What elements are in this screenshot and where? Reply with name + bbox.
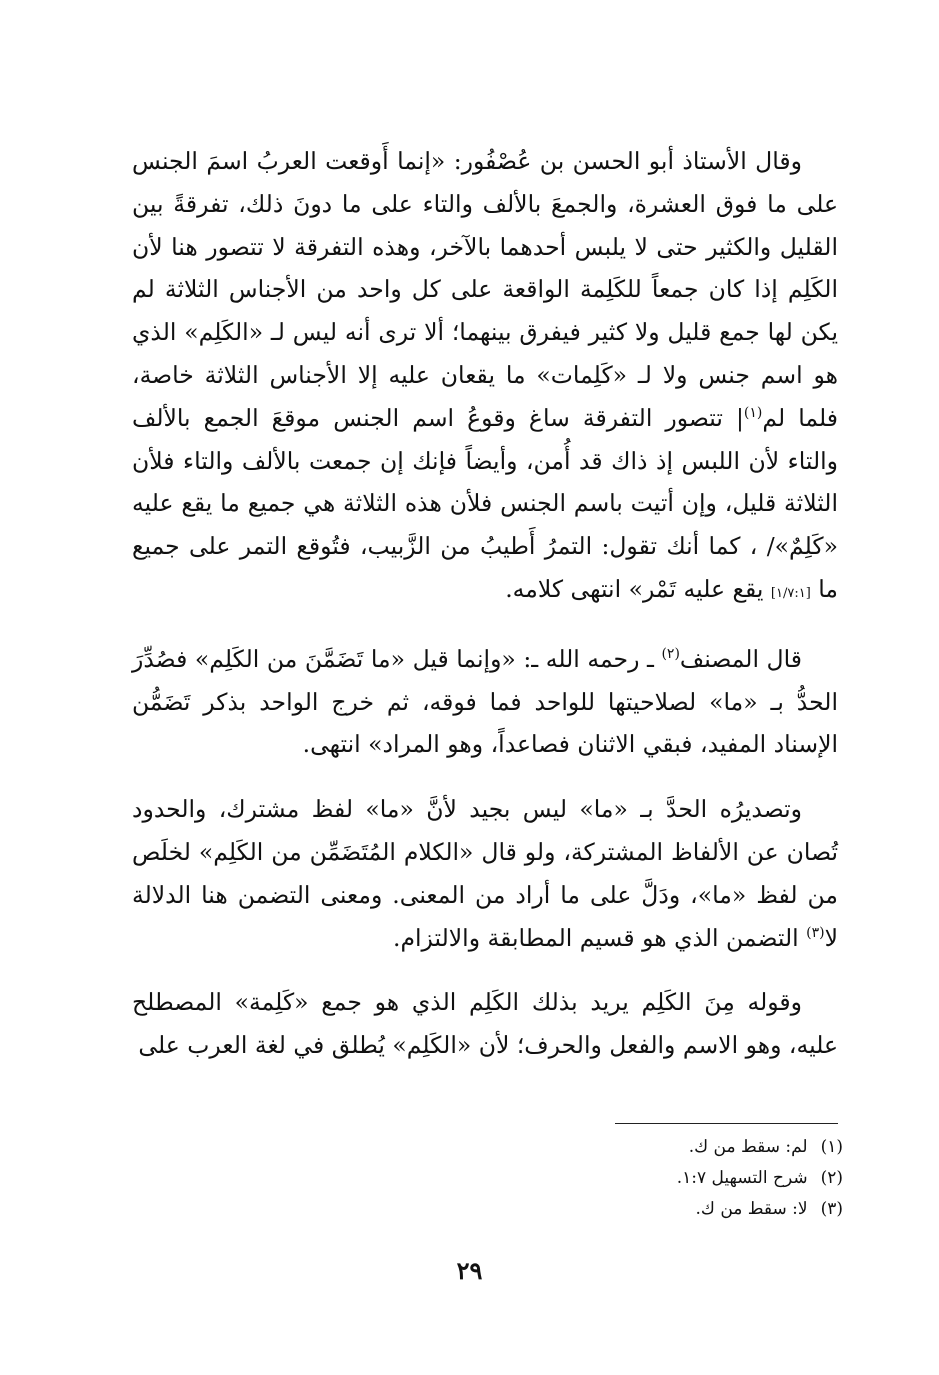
text-span: يقع عليه تَمْر» انتهى كلامه. xyxy=(505,574,771,603)
footnote-ref-1: (١) xyxy=(743,404,763,421)
paragraph-2 xyxy=(132,638,838,766)
folio-marker: [١/٧:١] xyxy=(770,585,811,601)
footnote-number: (١) xyxy=(820,1137,843,1157)
footnote-number: (٣) xyxy=(820,1199,843,1219)
footnote-1 xyxy=(443,1132,843,1163)
page-number: ٢٩ xyxy=(456,1256,483,1285)
paragraph-1 xyxy=(132,140,838,616)
main-text xyxy=(132,140,838,1067)
footnotes xyxy=(443,1132,843,1225)
footnote-text: شرح التسهيل ١:٧. xyxy=(676,1168,808,1188)
footnote-text: لا: سقط من ك. xyxy=(695,1199,808,1219)
footnote-ref-2: (٢) xyxy=(661,645,680,662)
text-span: قال المصنف xyxy=(679,644,803,673)
footnote-ref-3: (٣) xyxy=(806,924,825,941)
footnote-number: (٢) xyxy=(820,1168,843,1188)
footnote-2 xyxy=(443,1163,843,1194)
text-span: ـ رحمه الله ـ: «وإنما قيل «ما تَضَمَّنَ من الكَلِم» فصُدِّرَ الحدُّ بـ «ما» لصلاحيتها للواحد فما فوقه، ثم خرج الواحد بذكر تَضَمُّن الإسناد المفيد، فبقي الاثنان فصاعداً، وهو المراد» انتهى. xyxy=(132,644,838,759)
footnote-text: لم: سقط من ك. xyxy=(688,1137,808,1157)
footnote-divider xyxy=(615,1123,838,1124)
text-span: وقال الأستاذ أبو الحسن بن عُصْفُور: «إنما أَوقعت العربُ اسمَ الجنس على ما فوق العشرة، والجمعَ بالألف والتاء على ما دونَ ذلك، تفرقةً بين القليل والكثير حتى لا يلبس أحدهما بالآخر، وهذه التفرقة لا تتصور هنا لأن الكَلِم إذا كان جمعاً للكَلِمة الواقعة على كل واحد من الأجناس الثلاثة لم يكن لها جمع قليل ولا كثير فيفرق بينهما؛ ألا ترى أنه ليس لـ «الكَلِم» الذي هو اسم جنس ولا لـ «كَلِمات» ما يقعان عليه إلا الأجناس الثلاثة خاصة، فلما لم xyxy=(132,147,839,432)
text-span: وتصديرُه الحدَّ بـ «ما» ليس بجيد لأنَّ «ما» لفظ مشترك، والحدود تُصان عن الألفاظ المشتركة، ولو قال «الكلام المُتَضَمِّن من الكَلِم» لخلَص من لفظ «ما»، ودَلَّ على ما أراد من المعنى. ومعنى التضمن هنا الدلالة لا xyxy=(132,795,838,952)
paragraph-4 xyxy=(132,981,838,1067)
footnote-3 xyxy=(443,1194,843,1225)
paragraph-3 xyxy=(132,788,838,959)
text-span: | تتصور التفرقة ساغ وقوعُ اسم الجنس موقعَ الجمع بالألف والتاء لأن اللبس إذ ذاك قد أُمن، وأيضاً فإنك إن جمعت بالألف والتاء فلأن الثلاثة قليل، وإن أتيت باسم الجنس فلأن هذه الثلاثة هي جميع ما يقع عليه «كَلِمٌ»/ ، كما أنك تقول: التمرُ أَطيبُ من الزَّبيب، فتُوقع التمر على جميع ما xyxy=(132,403,838,603)
text-span: التضمن الذي هو قسيم المطابقة والالتزام. xyxy=(393,923,807,952)
text-span: وقوله مِنَ الكَلِم يريد بذلك الكَلِم الذي هو جمع «كَلِمة» المصطلح عليه، وهو الاسم والفعل والحرف؛ لأن «الكَلِم» يُطلق في لغة العرب على xyxy=(132,988,838,1060)
